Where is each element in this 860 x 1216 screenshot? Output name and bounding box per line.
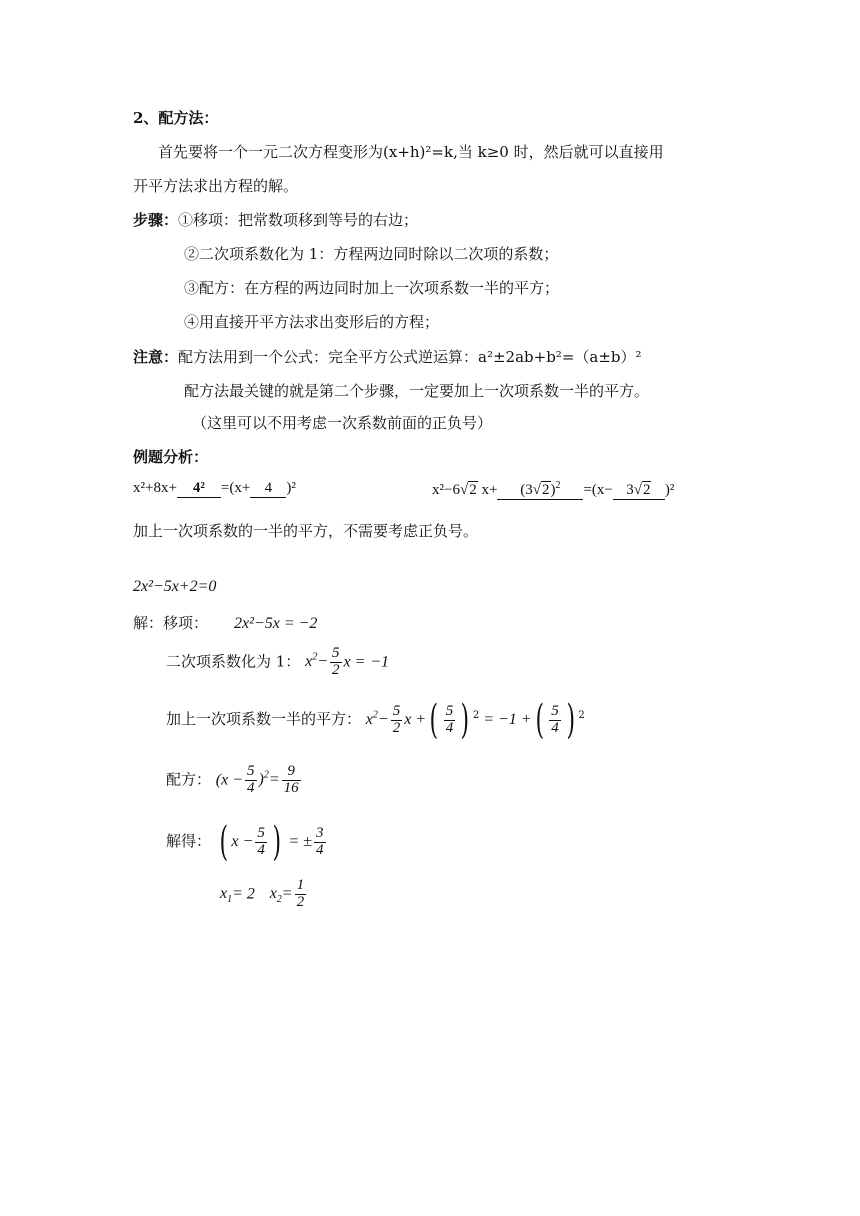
root-x1-value: 2: [246, 885, 255, 903]
step-2: ②二次项系数化为 1：方程两边同时除以二次项的系数；: [184, 245, 559, 263]
note-block: [133, 346, 642, 367]
root-x2-num: 1: [296, 877, 305, 893]
step5-lparen: (: [219, 819, 228, 865]
example-1: [133, 480, 296, 498]
step1-equation: 2x²−5x = −2: [234, 615, 318, 632]
step3-eq: = −1 +: [479, 711, 532, 728]
ex2-open-paren: (: [520, 482, 526, 498]
ex2-blank-1: [497, 480, 583, 500]
ex2-sqrt-sign: √: [459, 482, 469, 498]
step-4: ④用直接开平方法求出变形后的方程；: [184, 313, 440, 331]
example-2: [432, 480, 674, 500]
solution-equation: 2x²−5x+2=0: [133, 578, 217, 595]
ex2-blank2-root: 2: [642, 482, 651, 498]
ex2-mid: =(x−: [583, 482, 613, 498]
step3-frac-a-num: 5: [392, 702, 401, 719]
step5-eq: =: [284, 833, 304, 850]
step5-frac-b-num: 3: [316, 824, 324, 841]
solution-step-3: 加上一次项系数一半的平方： $x^2-$ $\frac{5}{2}$ x +( $\frac{5}{4}$ ) $^2$ = −1 +( $\frac{5}{4}$ ) $^2$: [166, 697, 585, 743]
step3-rparen-1: ): [460, 697, 470, 743]
step2-fraction: [330, 646, 342, 679]
note-line-3: （这里可以不用考虑一次系数前面的正负号）: [192, 414, 493, 432]
step5-plusminus: ±: [303, 833, 312, 850]
step5-frac-a-num: 5: [257, 824, 265, 841]
step2-frac-den: 2: [332, 661, 340, 678]
ex1-blank-2: 4: [250, 480, 286, 498]
step3-frac-c: [549, 704, 561, 737]
section-title: 2、配方法：: [133, 109, 219, 127]
note-label: 注意：: [133, 348, 179, 366]
step1-label: 移项：: [163, 614, 209, 632]
solution-roots: [220, 878, 308, 911]
step5-label: 解得：: [166, 832, 212, 850]
step3-lparen-2: (: [535, 697, 544, 743]
ex2-sqrt-sign-2: √: [532, 482, 542, 498]
ex2-blank1-exp: 2: [555, 480, 561, 491]
intro-line-1: 首先要将一个一元二次方程变形为(x+h)²=k,当 k≥0 时，然后就可以直接用: [158, 143, 664, 161]
step3-frac-b-den: 4: [445, 719, 454, 736]
steps-block: [133, 209, 418, 230]
step3-frac-b-num: 5: [445, 702, 454, 719]
note-line-1: 配方法用到一个公式：完全平方公式逆运算：a²±2ab+b²=（a±b）²: [178, 348, 642, 366]
ex2-left: x²−6: [432, 482, 460, 498]
step4-frac-b-den: 16: [283, 779, 299, 796]
step3-frac-b: [444, 704, 456, 737]
ex2-sqrt-sign-3: √: [633, 482, 642, 498]
ex2-x: x+: [477, 482, 498, 498]
ex1-mid: =(x+: [220, 480, 251, 496]
ex2-right: )²: [664, 482, 675, 498]
step5-frac-b-den: 4: [316, 841, 324, 858]
step3-frac-c-den: 4: [551, 719, 559, 736]
step4-frac-a-den: 4: [247, 779, 255, 796]
ex2-root-1: 2: [469, 482, 477, 498]
step4-frac-b: [282, 764, 301, 797]
ex2-blank2-coef: 3: [626, 482, 634, 498]
intro-line-2: 开平方法求出方程的解。: [133, 177, 299, 195]
step5-x: x −: [231, 833, 254, 850]
step4-lhs: (x −: [215, 771, 244, 789]
ex1-blank-1: 4²: [177, 480, 221, 498]
root-x2-den: 2: [296, 893, 305, 910]
step5-frac-b: [314, 826, 326, 859]
step2-label: 二次项系数化为 1：: [166, 652, 301, 671]
step3-lparen-1: (: [429, 697, 439, 743]
solution-step-4: [166, 764, 303, 797]
step5-frac-a-den: 4: [257, 841, 265, 858]
example-hint: 加上一次项系数的一半的平方，不需要考虑正负号。: [133, 522, 479, 540]
root-x2: $x_2=$: [269, 885, 293, 906]
root-x2-frac: [295, 878, 307, 911]
solution-step-1: [133, 612, 317, 633]
ex2-blank-2: [613, 481, 665, 500]
note-line-2: 配方法最关键的就是第二个步骤，一定要加上一次项系数一半的平方。: [184, 382, 650, 400]
step3-frac-c-num: 5: [551, 702, 559, 719]
step2-frac-num: 5: [332, 645, 340, 661]
step-3: ③配方：在方程的两边同时加上一次项系数一半的平方；: [184, 279, 560, 297]
ex2-blank1-coef: 3: [525, 482, 533, 498]
step4-frac-a-num: 5: [247, 763, 255, 779]
step5-rparen: ): [272, 819, 281, 865]
ex2-close-paren: ): [550, 482, 556, 498]
step3-frac-a: [391, 704, 403, 737]
step3-frac-a-den: 2: [392, 719, 401, 736]
step4-frac-a: [245, 764, 257, 797]
step3-rparen-2: ): [566, 697, 575, 743]
step3-label: 加上一次项系数一半的平方：: [166, 710, 362, 728]
solution-step-2: [166, 646, 389, 679]
ex2-blank1-root: 2: [542, 482, 550, 498]
step2-x: x =: [343, 653, 366, 671]
steps-label: 步骤：: [133, 211, 179, 229]
step3-x2: $x^2-$: [365, 709, 389, 728]
root-x1: $x_1=$: [220, 885, 247, 906]
step4-frac-b-num: 9: [282, 764, 301, 781]
example-label: 例题分析：: [133, 448, 209, 466]
ex1-left: x²+8x+: [133, 480, 177, 496]
ex1-right: )²: [286, 480, 296, 496]
step2-x2: $x^2-$: [305, 651, 328, 671]
step2-rhs: −1: [370, 653, 389, 671]
step4-label: 配方：: [166, 770, 212, 789]
solution-step-5: [166, 819, 328, 865]
step5-frac-a: [255, 826, 267, 859]
solution-prefix: 解：: [133, 614, 164, 632]
step4-close: )$^2$=: [258, 769, 280, 789]
step-1: ①移项：把常数项移到等号的右边；: [178, 211, 419, 229]
step3-x-plus: x +: [404, 711, 427, 728]
